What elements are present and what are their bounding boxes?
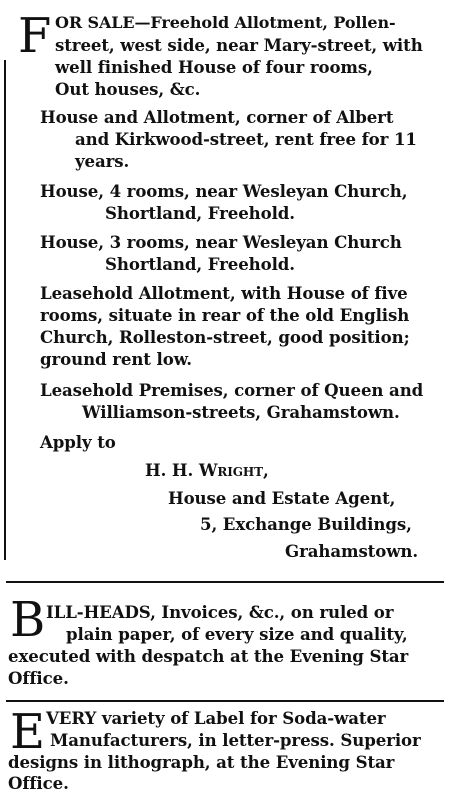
ad1-intro-line-3: well finished House of four rooms, (55, 57, 373, 77)
apply-to-label: Apply to (40, 432, 116, 452)
agent-town: Grahamstown. (285, 541, 419, 561)
listing-4-line-4: ground rent low. (40, 349, 192, 369)
agent-title: House and Estate Agent, (168, 488, 396, 508)
ad3-line-2: Manufacturers, in letter-press. Superior (50, 730, 421, 750)
listing-2-line-2: Shortland, Freehold. (105, 203, 295, 223)
listing-3-line-2: Shortland, Freehold. (105, 254, 295, 274)
listing-4-line-3: Church, Rolleston-street, good position; (40, 327, 410, 347)
dropcap-f: F (18, 8, 52, 64)
agent-name: H. H. Wright, (145, 460, 269, 480)
ad2-line-1: ILL-HEADS, Invoices, &c., on ruled or (46, 602, 394, 622)
listing-4-line-1: Leasehold Allotment, with House of five (40, 283, 408, 303)
listing-5-line-1: Leasehold Premises, corner of Queen and (40, 380, 424, 400)
listing-4-line-2: rooms, situate in rear of the old English (40, 305, 410, 325)
listing-3-line-1: House, 3 rooms, near Wesleyan Church (40, 232, 402, 252)
ad1-intro-line-1: OR SALE—Freehold Allotment, Pollen- (55, 13, 396, 32)
ad2-line-2: plain paper, of every size and quality, (66, 624, 408, 644)
ad1-intro-line-4: Out houses, &c. (55, 79, 201, 99)
agent-address: 5, Exchange Buildings, (200, 514, 412, 534)
listing-1-line-2: and Kirkwood-street, rent free for 11 (75, 129, 417, 149)
ad2-line-4: Office. (8, 668, 69, 688)
column-edge-mark (4, 60, 6, 560)
listing-1-line-1: House and Allotment, corner of Albert (40, 107, 394, 127)
dropcap-e: E (10, 704, 46, 760)
ad3-line-4: Office. (8, 773, 69, 793)
listing-5-line-2: Williamson-streets, Grahamstown. (82, 402, 400, 422)
dropcap-b: B (10, 592, 46, 648)
ad3-line-3: designs in lithograph, at the Evening Star (8, 752, 395, 772)
ad3-line-1: VERY variety of Label for Soda-water (46, 708, 386, 728)
listing-2-line-1: House, 4 rooms, near Wesleyan Church, (40, 181, 408, 201)
divider-rule-2 (6, 700, 444, 702)
divider-rule-1 (6, 581, 444, 583)
ad1-intro-line-2: street, west side, near Mary-street, with (55, 35, 423, 55)
ad2-line-3: executed with despatch at the Evening Star (8, 646, 409, 666)
listing-1-line-3: years. (75, 151, 130, 171)
